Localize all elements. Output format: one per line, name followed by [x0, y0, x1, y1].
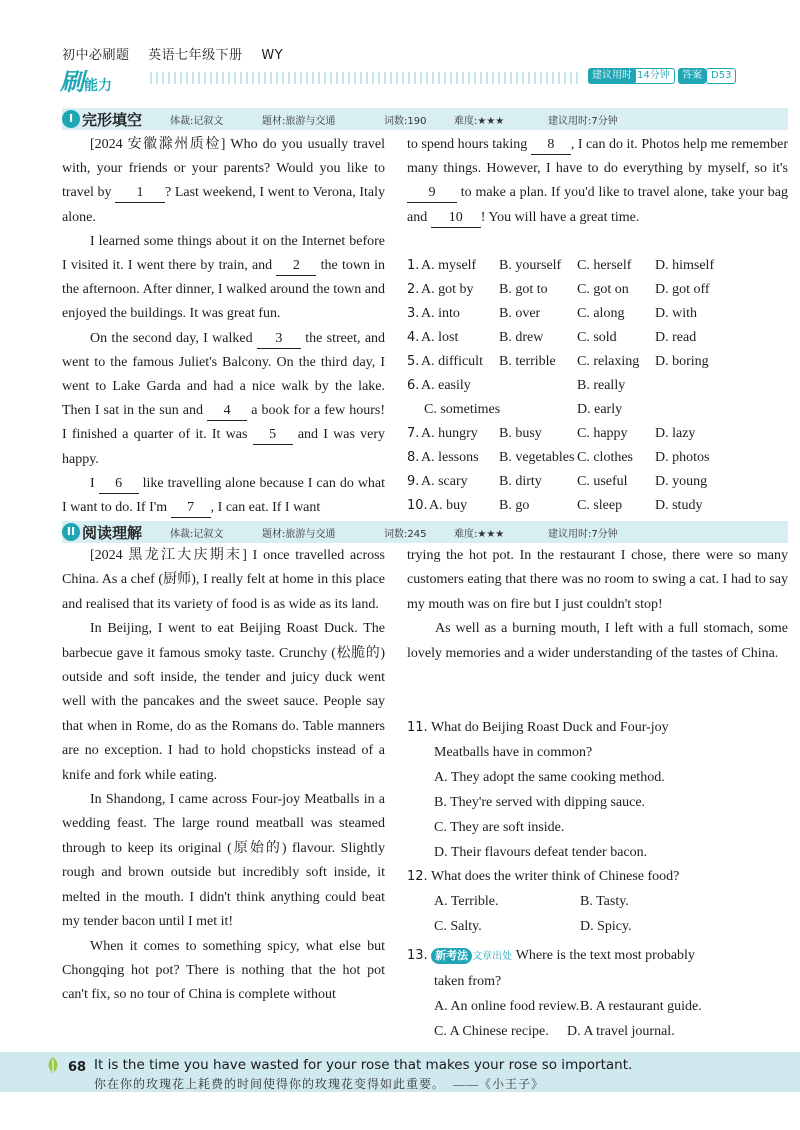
option[interactable]: C. A Chinese recipe. — [434, 1024, 549, 1039]
blank-3[interactable]: 3 — [257, 330, 301, 349]
question-11: 11. What do Beijing Roast Duck and Four-joy Meatballs have in common? A. They adopt the same cooking method. B. They're served with dipping sauce. C. They are soft inside. D. Their flavours defeat tender bacon. — [407, 715, 788, 865]
decorative-stripes — [150, 72, 580, 84]
option[interactable]: A. They adopt the same cooking method. — [434, 770, 665, 785]
paragraph: I learned some things about it on the Internet before I visited it. I went there by train, and 2 the town in the afternoon. After dinner, I walked around the town and enjoyed the buildings. It was great fun. — [62, 233, 386, 322]
leaf-icon — [44, 1056, 62, 1074]
section-title: 完形填空 — [82, 111, 143, 129]
paragraph: In Beijing, I went to eat Beijing Roast Duck. The barbecue gave it famous smoky taste. Crunchy (松脆的) outside and soft inside, the tender and juicy duck went well with the pancakes and the sweet sauce. People say that when in Rome, do as the Romans do. Table manners are no exception. I had to hold chopsticks instead of a knife and fork while eating. — [62, 621, 385, 783]
paragraph: trying the hot pot. In the restaurant I chose, there were so many customers eating that there was no room to swing a cat. I had to say my mouth was on fire but I just couldn't stop! — [407, 548, 788, 612]
option-row: C. sometimes D. early — [424, 402, 623, 417]
question-13: 13. 新考法 文章出处 Where is the text most probably taken from? A. An online food review. B. A restaurant guide. C. A Chinese recipe. D. A travel journal. — [407, 943, 788, 1044]
section-title: 阅读理解 — [82, 524, 143, 542]
topic: 题材:旅游与交通 — [262, 116, 336, 127]
blank-8[interactable]: 8 — [531, 136, 571, 155]
option-row: 2. A. got by B. got to C. got on D. got off — [407, 282, 710, 297]
paragraph: In Shandong, I came across Four-joy Meatballs in a wedding feast. The large round meatball was steamed through to keep its original (原始的) flavour. Slightly rough and brown outside but incredibly soft inside, it melted in the mouth. I didn't think anything could beat my tender bacon until I met it! — [62, 792, 385, 930]
page-number: 68 — [68, 1060, 87, 1075]
book-header — [62, 44, 297, 63]
word-count: 词数:245 — [384, 529, 427, 540]
answer-page: D53 — [706, 68, 736, 84]
paragraph: [2024 安徽滁州质检] Who do you usually travel with, your friends or your parents? Would you like to travel by 1 ? Last weekend, I went to Verona, Italy alone. — [62, 137, 386, 225]
option[interactable]: B. Tasty. — [580, 894, 629, 909]
option[interactable]: C. They are soft inside. — [434, 820, 565, 835]
genre: 体裁:记叙文 — [170, 529, 224, 540]
option[interactable]: A. An online food review. — [434, 999, 580, 1014]
reading-passage-left — [62, 544, 385, 1008]
time-value: 14分钟 — [632, 68, 675, 84]
section-reading-header — [62, 521, 788, 543]
cloze-passage-left — [62, 133, 385, 520]
genre: 体裁:记叙文 — [170, 116, 224, 127]
suggested-time: 建议用时:7分钟 — [548, 116, 618, 127]
suggested-time: 建议用时:7分钟 — [548, 529, 618, 540]
blank-4[interactable]: 4 — [207, 402, 247, 421]
brand-logo — [60, 62, 112, 96]
paragraph: to spend hours taking 8 , I can do it. Photos help me remember many things. However, I have to do everything by myself, so it's 9 to make a plan. If you'd like to travel alone, take your bag and 10 ! You will have a great time. — [407, 133, 788, 230]
option[interactable]: D. Spicy. — [580, 919, 632, 934]
option[interactable]: D. A travel journal. — [567, 1024, 675, 1039]
topic: 题材:旅游与交通 — [262, 529, 336, 540]
option-row: 10. A. buy B. go C. sleep D. study — [407, 498, 703, 513]
difficulty: 难度:★★★ — [454, 529, 505, 540]
section-cloze-header — [62, 108, 788, 130]
question-12: 12. What does the writer think of Chinese food? A. Terrible. B. Tasty. C. Salty. D. Spicy. — [407, 864, 788, 939]
brand-big: 刷 — [60, 68, 84, 96]
blank-6[interactable]: 6 — [99, 475, 139, 494]
difficulty: 难度:★★★ — [454, 116, 505, 127]
option[interactable]: C. Salty. — [434, 919, 482, 934]
blank-5[interactable]: 5 — [253, 426, 293, 445]
word-count: 词数:190 — [384, 116, 427, 127]
option-row: 4. A. lost B. drew C. sold D. read — [407, 330, 697, 345]
blank-1[interactable]: 1 — [115, 184, 165, 203]
option-row: 6. A. easily B. really — [407, 378, 626, 393]
cloze-passage-right — [407, 133, 788, 230]
paragraph: On the second day, I walked 3 the street, and went to the famous Juliet's Balcony. On the third day, I went to Lake Garda and had a nice walk by the lake. Then I sat in the sun and 4 a book for a few hours! I finished a quarter of it. It was 5 and I was very happy. — [62, 330, 386, 467]
section-number: II — [62, 523, 80, 541]
paragraph: When it comes to something spicy, what else but Chongqing hot pot? There is nothing that the hot pot can't fix, so no tour of China is complete without — [62, 938, 385, 1003]
option-row: 7. A. hungry B. busy C. happy D. lazy — [407, 426, 696, 441]
brand-small: 能力 — [84, 78, 112, 94]
option[interactable]: A. Terrible. — [434, 894, 499, 909]
option-row: 5. A. difficult B. terrible C. relaxing D. boring — [407, 354, 709, 369]
option-row: 3. A. into B. over C. along D. with — [407, 306, 697, 321]
edition: WY — [261, 48, 284, 63]
blank-7[interactable]: 7 — [171, 499, 211, 518]
option-row: 8. A. lessons B. vegetables C. clothes D. photos — [407, 450, 710, 465]
quote-chinese: 你在你的玫瑰花上耗费的时间使得你的玫瑰花变得如此重要。 ——《小王子》 — [94, 1077, 545, 1091]
answer-label: 答案 — [678, 68, 706, 84]
blank-2[interactable]: 2 — [276, 257, 316, 276]
reading-passage-right — [407, 544, 788, 666]
section-number: I — [62, 110, 80, 128]
new-format-tag: 新考法 — [431, 948, 472, 964]
paragraph: [2024 黑龙江大庆期末] I once travelled across China. As a chef (厨师), I really felt at home in this place and realised that its variety of food is as wide as its land. — [62, 548, 385, 612]
option[interactable]: D. Their flavours defeat tender bacon. — [434, 845, 648, 860]
book-name: 英语七年级下册 — [148, 48, 243, 63]
option-row: 1. A. myself B. yourself C. herself D. himself — [407, 258, 715, 273]
blank-9[interactable]: 9 — [407, 184, 457, 203]
option[interactable]: B. They're served with dipping sauce. — [434, 795, 646, 810]
series-name: 初中必刷题 — [62, 48, 130, 63]
option[interactable]: B. A restaurant guide. — [580, 999, 702, 1014]
paragraph: I 6 like travelling alone because I can do what I want to do. If I'm 7 , I can eat. If I want — [62, 472, 385, 520]
blank-10[interactable]: 10 — [431, 209, 481, 228]
quote-english: It is the time you have wasted for your rose that makes your rose so important. — [94, 1057, 633, 1073]
option-row: 9. A. scary B. dirty C. useful D. young — [407, 474, 708, 489]
paragraph: As well as a burning mouth, I left with a full stomach, some lovely memories and a wider understanding of the tastes of China. — [407, 621, 788, 661]
time-label: 建议用时 — [588, 68, 636, 84]
